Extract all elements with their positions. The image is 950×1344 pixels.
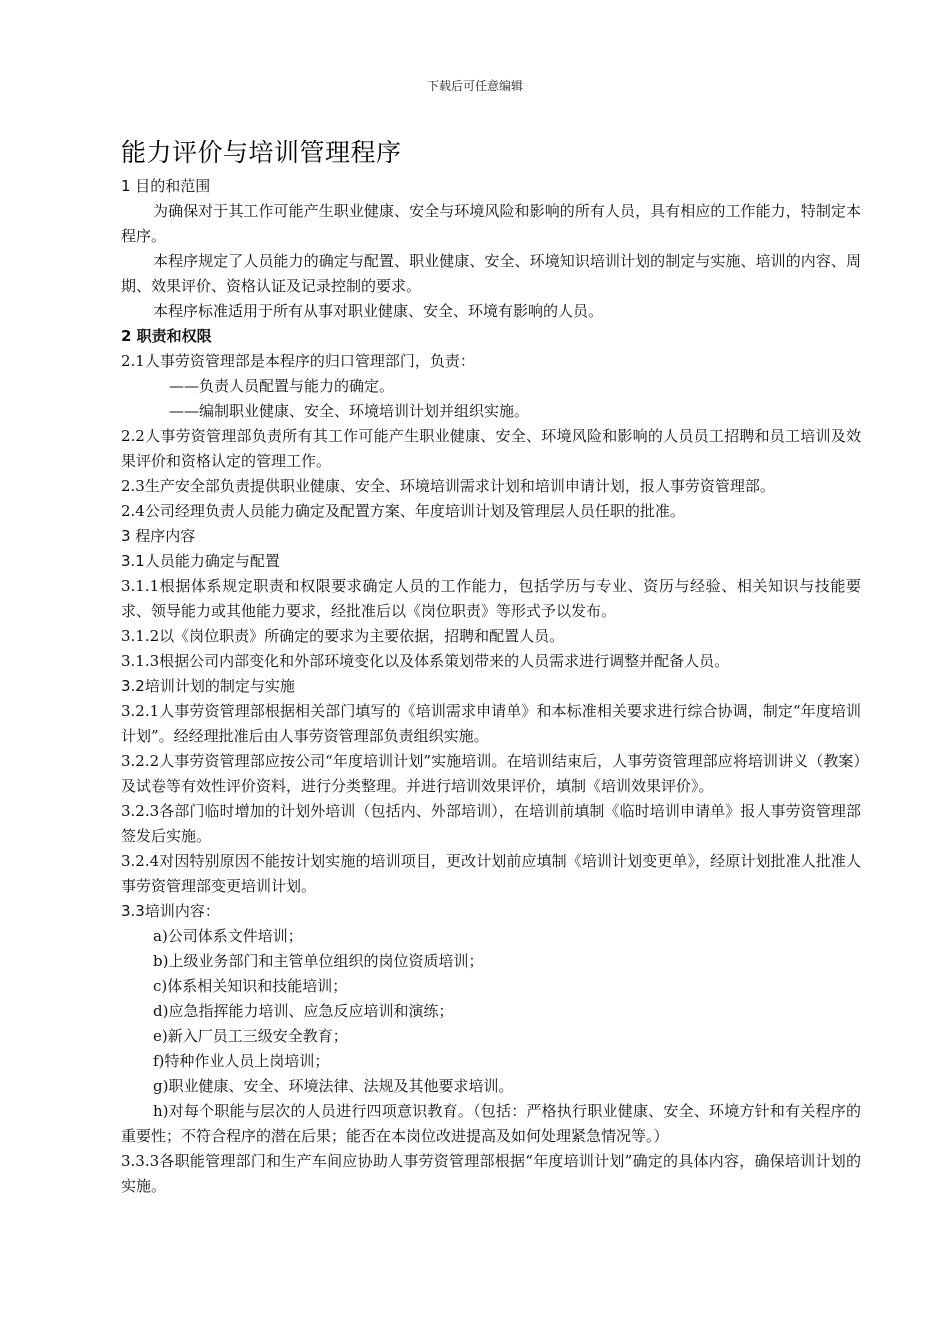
section-heading: 1 目的和范围 (121, 177, 211, 195)
paragraph: 2.2人事劳资管理部负责所有其工作可能产生职业健康、安全、环境风险和影响的人员员工招聘和员工培训及效果评价和资格认定的管理工作。 (121, 427, 861, 470)
paragraph: 3.2.1人事劳资管理部根据相关部门填写的《培训需求申请单》和本标准相关要求进行综合协调，制定“年度培训计划”。经经理批准后由人事劳资管理部负责组织实施。 (121, 702, 861, 745)
list-item: b)上级业务部门和主管单位组织的岗位资质培训； (153, 952, 484, 970)
section-heading: 3.1人员能力确定与配置 (121, 552, 280, 570)
paragraph: 本程序规定了人员能力的确定与配置、职业健康、安全、环境知识培训计划的制定与实施、培训的内容、周期、效果评价、资格认证及记录控制的要求。 (121, 252, 861, 295)
paragraph: 为确保对于其工作可能产生职业健康、安全与环境风险和影响的所有人员，具有相应的工作能力，特制定本程序。 (121, 202, 861, 245)
section-heading: 3 程序内容 (121, 527, 196, 545)
paragraph: 2.4公司经理负责人员能力确定及配置方案、年度培训计划及管理层人员任职的批准。 (121, 502, 685, 520)
paragraph: 本程序标准适用于所有从事对职业健康、安全、环境有影响的人员。 (153, 302, 604, 320)
paragraph: 3.2.3各部门临时增加的计划外培训（包括内、外部培训），在培训前填制《临时培训申请单》报人事劳资管理部签发后实施。 (121, 802, 861, 845)
section-heading: 3.3培训内容： (121, 902, 220, 920)
paragraph: 3.3.3各职能管理部门和生产车间应协助人事劳资管理部根据“年度培训计划”确定的具体内容，确保培训计划的实施。 (121, 1152, 861, 1195)
list-item: f)特种作业人员上岗培训； (153, 1052, 330, 1070)
paragraph: 3.1.3根据公司内部变化和外部环境变化以及体系策划带来的人员需求进行调整并配备人员。 (121, 652, 730, 670)
list-item: c)体系相关知识和技能培训； (153, 977, 348, 995)
list-item: d)应急指挥能力培训、应急反应培训和演练； (153, 1002, 454, 1020)
paragraph: 2.3生产安全部负责提供职业健康、安全、环境培训需求计划和培训申请计划，报人事劳资管理部。 (121, 477, 775, 495)
paragraph: ——编制职业健康、安全、环境培训计划并组织实施。 (169, 402, 530, 420)
section-heading: 2 职责和权限 (121, 327, 212, 345)
page-header: 下载后可任意编辑 (426, 79, 523, 93)
paragraph: 3.2.4对因特别原因不能按计划实施的培训项目，更改计划前应填制《培训计划变更单》，经原计划批准人批准人事劳资管理部变更培训计划。 (121, 852, 861, 895)
list-item: e)新入厂员工三级安全教育； (153, 1027, 348, 1045)
paragraph: ——负责人员配置与能力的确定。 (169, 377, 395, 395)
section-heading: 3.2培训计划的制定与实施 (121, 677, 295, 695)
document-title: 能力评价与培训管理程序 (121, 138, 402, 167)
paragraph: h)对每个职能与层次的人员进行四项意识教育。（包括：严格执行职业健康、安全、环境方针和有关程序的重要性；不符合程序的潜在后果；能否在本岗位改进提高及如何处理紧急情况等。） (121, 1102, 861, 1145)
document-body (121, 174, 861, 1199)
paragraph: 2.1人事劳资管理部是本程序的归口管理部门，负责： (121, 352, 475, 370)
paragraph: 3.1.1根据体系规定职责和权限要求确定人员的工作能力，包括学历与专业、资历与经验、相关知识与技能要求、领导能力或其他能力要求，经批准后以《岗位职责》等形式予以发布。 (121, 577, 861, 620)
list-item: a)公司体系文件培训； (153, 927, 303, 945)
list-item: g)职业健康、安全、环境法律、法规及其他要求培训。 (153, 1077, 514, 1095)
paragraph: 3.2.2人事劳资管理部应按公司“年度培训计划”实施培训。在培训结束后，人事劳资管理部应将培训讲义（教案）及试卷等有效性评价资料，进行分类整理。并进行培训效果评价，填制《培训效果评价》。 (121, 752, 861, 795)
paragraph: 3.1.2以《岗位职责》所确定的要求为主要依据，招聘和配置人员。 (121, 627, 565, 645)
